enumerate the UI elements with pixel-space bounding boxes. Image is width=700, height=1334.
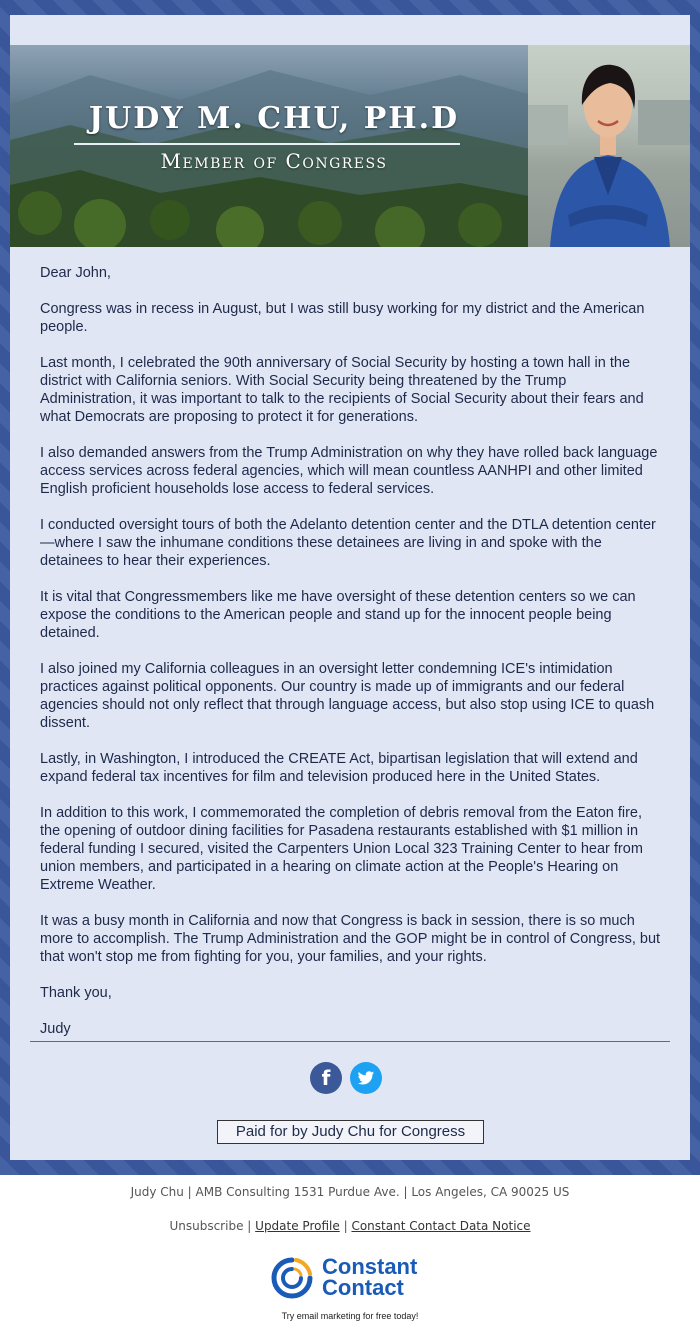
unsubscribe-link[interactable]: Unsubscribe	[169, 1219, 244, 1233]
letter-greeting: Dear John,	[40, 265, 111, 281]
letter-paragraph: It was a busy month in California and now that Congress is back in session, there is so much more to accomplish. The Trump Administration and the GOP might be in control of Congress, but that won't stop me from fighting for you, your families, and your rights.	[40, 913, 661, 965]
portrait-photo	[528, 45, 690, 247]
banner-rule	[74, 143, 460, 145]
letter-closing: Thank you,	[40, 985, 112, 1001]
footer-separator: |	[247, 1219, 252, 1233]
section-divider	[30, 1041, 670, 1042]
header-banner	[10, 45, 690, 247]
facebook-button[interactable]	[310, 1062, 342, 1094]
constant-contact-wordmark[interactable]	[322, 1256, 462, 1298]
banner-title: JUDY M. CHU, PH.D	[88, 101, 460, 136]
banner-subtitle: Member of Congress	[160, 149, 388, 173]
letter-paragraph: I also joined my California colleagues in an oversight letter condemning ICE's intimidation practices against political opponents. Our country is made up of immigrants and our federal agencies should not only reflect that through language access, but also stop using ICE to quash dissent.	[40, 661, 655, 731]
twitter-button[interactable]	[350, 1062, 382, 1094]
brand-line-2: Contact	[322, 1275, 404, 1300]
letter-body	[40, 264, 665, 1056]
footer-links	[0, 1219, 700, 1233]
letter-paragraph: I conducted oversight tours of both the Adelanto detention center and the DTLA detention center—where I saw the inhumane conditions these detainees are living in and spoke with the detainees to hear their experiences.	[40, 517, 656, 569]
data-notice-link[interactable]: Constant Contact Data Notice	[351, 1219, 531, 1233]
letter-paragraph: Last month, I celebrated the 90th anniversary of Social Security by hosting a town hall in the district with California seniors. With Social Security being threatened by the Trump Administration, it was important to talk to the recipients of Social Security about their fears and what Democrats are proposing to protect it for generations.	[40, 355, 644, 425]
facebook-icon: f	[321, 1066, 331, 1090]
letter-paragraph: I also demanded answers from the Trump Administration on why they have rolled back language access services across federal agencies, which will mean countless AANHPI and other limited English proficient households lose access to federal services.	[40, 445, 658, 497]
footer-address: Judy Chu | AMB Consulting 1531 Purdue Ave. | Los Angeles, CA 90025 US	[130, 1185, 570, 1199]
footer-separator: |	[343, 1219, 348, 1233]
letter-paragraph: Lastly, in Washington, I introduced the CREATE Act, bipartisan legislation that will extend and expand federal tax incentives for film and television produced here in the United States.	[40, 751, 638, 785]
constant-contact-logo-icon[interactable]	[270, 1256, 314, 1300]
letter-paragraph: It is vital that Congressmembers like me have oversight of these detention centers so we can expose the conditions to the American people and stand up for the innocent people being detained.	[40, 589, 636, 641]
letter-paragraph: Congress was in recess in August, but I was still busy working for my district and the American people.	[40, 301, 645, 335]
brand-line-1: Constant	[322, 1254, 418, 1279]
letter-signature: Judy	[40, 1021, 71, 1037]
letter-paragraph: In addition to this work, I commemorated the completion of debris removal from the Eaton fire, the opening of outdoor dining facilities for Pasadena restaurants established with $1 million in federal funding I secured, visited the Carpenters Union Local 323 Training Center to hear from union members, and participated in a hearing on climate action at the People's Hearing on Extreme Weather.	[40, 805, 643, 893]
brand-tagline[interactable]: Try email marketing for free today!	[281, 1311, 419, 1321]
twitter-icon	[357, 1071, 375, 1086]
portrait-figure	[528, 45, 690, 247]
paid-for-disclaimer: Paid for by Judy Chu for Congress	[217, 1120, 484, 1144]
update-profile-link[interactable]: Update Profile	[255, 1219, 340, 1233]
